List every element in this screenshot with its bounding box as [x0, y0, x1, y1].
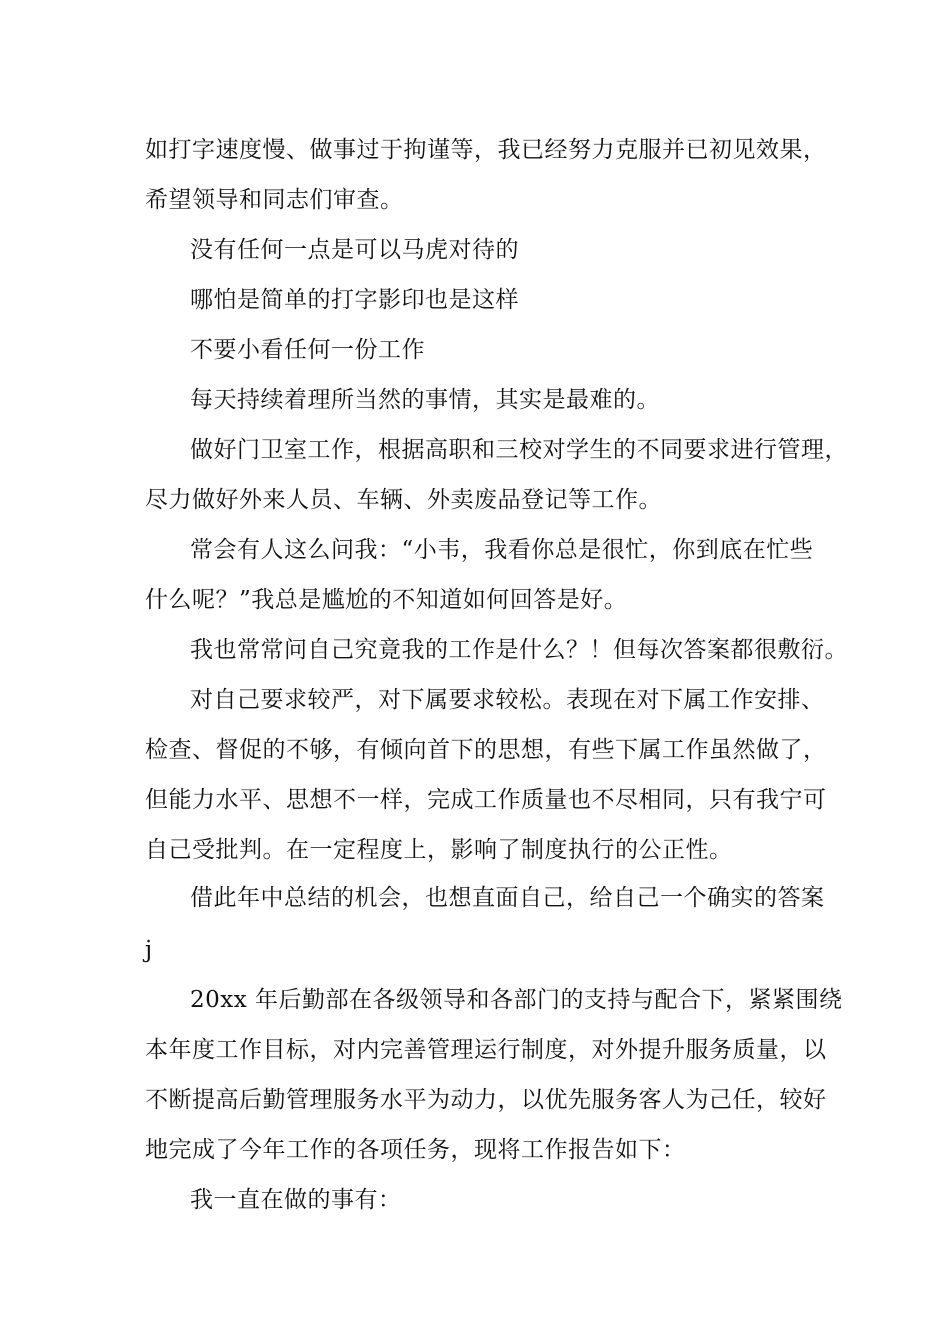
text-line: 没有任何一点是可以马虎对待的 [190, 237, 519, 263]
text-line: 检查、督促的不够，有倾向首下的思想，有些下属工作虽然做了， [145, 737, 827, 763]
text-line: 不断提高后勤管理服务水平为动力，以优先服务客人为己任，较好 [145, 1087, 827, 1113]
text-line: 常会有人这么问我：“小韦，我看你总是很忙，你到底在忙些 [190, 537, 814, 563]
text-line: 对自己要求较严，对下属要求较松。表现在对下属工作安排、 [190, 687, 825, 713]
text-line: 尽力做好外来人员、车辆、外卖废品登记等工作。 [145, 487, 662, 513]
text-line: 哪怕是简单的打字影印也是这样 [190, 287, 519, 313]
text-line: j [145, 937, 153, 963]
text-line: 如打字速度慢、做事过于拘谨等，我已经努力克服并已初见效果， [145, 137, 827, 163]
text-line: 我一直在做的事有： [190, 1187, 402, 1213]
text-line: 但能力水平、思想不一样，完成工作质量也不尽相同，只有我宁可 [145, 787, 827, 813]
text-line: 每天持续着理所当然的事情，其实是最难的。 [190, 387, 660, 413]
text-line: 不要小看任何一份工作 [190, 337, 425, 363]
text-line: 借此年中总结的机会，也想直面自己，给自己一个确实的答案 [190, 885, 825, 911]
text-line: 做好门卫室工作，根据高职和三校对学生的不同要求进行管理， [190, 437, 848, 463]
text-line: 我也常常问自己究竟我的工作是什么？！但每次答案都很敷衍。 [190, 637, 848, 663]
text-line: 地完成了今年工作的各项任务，现将工作报告如下： [145, 1137, 686, 1163]
text-line: 自己受批判。在一定程度上，影响了制度执行的公正性。 [145, 837, 733, 863]
text-line: 希望领导和同志们审查。 [145, 187, 404, 213]
text-line: 什么呢？”我总是尴尬的不知道如何回答是好。 [145, 587, 628, 613]
text-line: 20xx 年后勤部在各级领导和各部门的支持与配合下，紧紧围绕 [190, 987, 843, 1013]
text-line: 本年度工作目标，对内完善管理运行制度，对外提升服务质量，以 [145, 1037, 827, 1063]
